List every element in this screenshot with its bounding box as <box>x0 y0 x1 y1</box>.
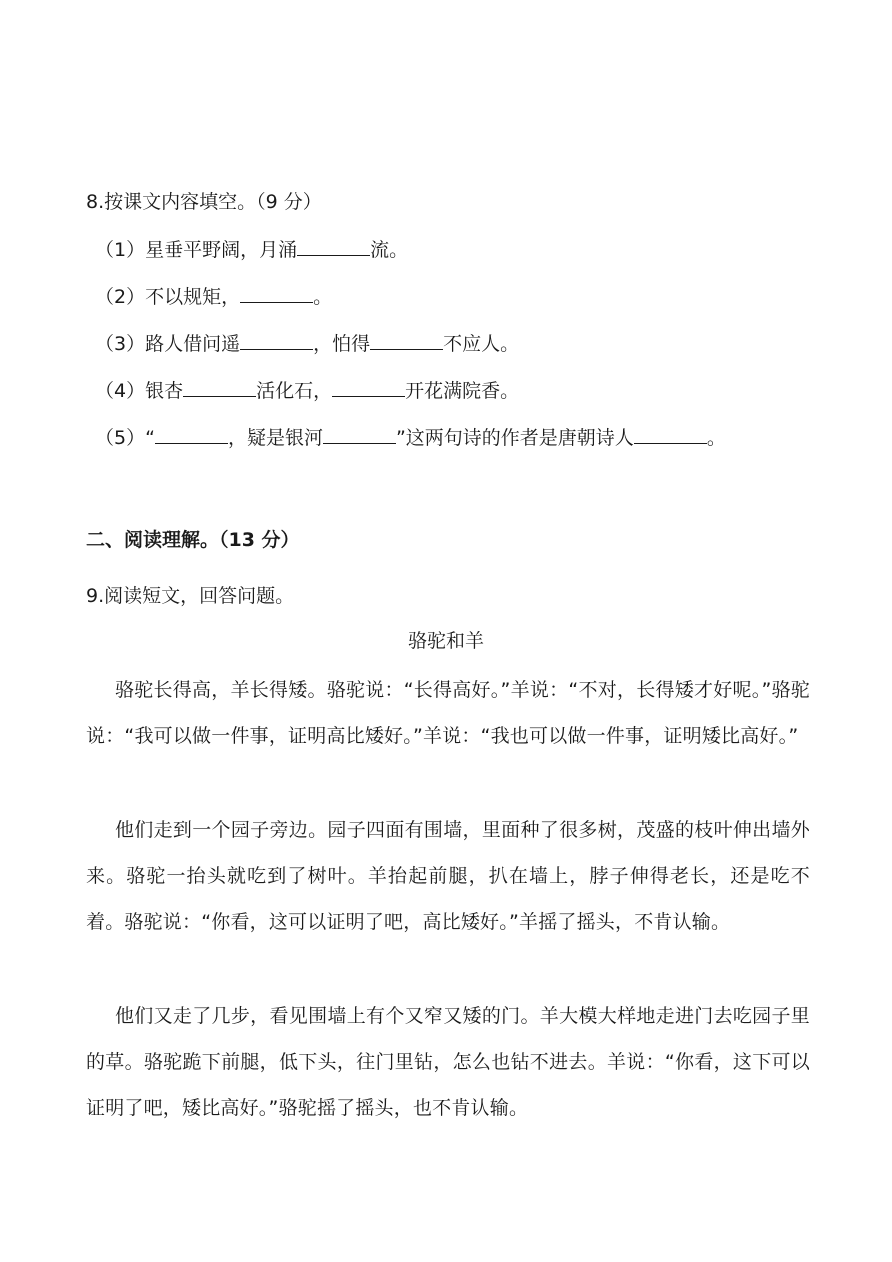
passage-paragraph: 骆驼长得高，羊长得矮。骆驼说：“长得高好。”羊说：“不对，长得矮才好呢。”骆驼说：“我可以做一件事，证明高比矮好。”羊说：“我也可以做一件事，证明矮比高好。” <box>86 679 810 747</box>
item-text: ，疑是银河 <box>227 427 323 449</box>
q8-item-1 <box>95 236 408 264</box>
answer-blank[interactable] <box>240 331 313 350</box>
answer-blank[interactable] <box>240 284 313 303</box>
item-text: ，怕得 <box>313 333 371 355</box>
item-text: 不应人。 <box>443 333 520 355</box>
answer-blank[interactable] <box>332 378 405 397</box>
answer-blank[interactable] <box>155 425 228 444</box>
q8-item-3 <box>95 330 519 358</box>
item-number: （1） <box>95 239 146 261</box>
q8-item-5 <box>95 424 726 452</box>
answer-blank[interactable] <box>183 378 256 397</box>
item-text: 路人借问遥 <box>145 333 241 355</box>
q9-heading: 9.阅读短文，回答问题。 <box>86 585 295 607</box>
item-number: （3） <box>95 333 146 355</box>
passage-paragraph: 他们又走了几步，看见围墙上有个又窄又矮的门。羊大模大样地走进门去吃园子里的草。骆驼跪下前腿，低下头，往门里钻，怎么也钻不进去。羊说：“你看，这下可以证明了吧，矮比高好。”骆驼摇了摇头，也不肯认输。 <box>86 1005 810 1119</box>
answer-blank[interactable] <box>297 237 370 256</box>
item-text: 星垂平野阔，月涌 <box>145 239 298 261</box>
item-text: 流。 <box>370 239 409 261</box>
item-text: 。 <box>706 427 726 449</box>
item-text: 开花满院香。 <box>405 380 520 402</box>
q8-item-2 <box>95 283 332 311</box>
section-title: 二、阅读理解。（13 分） <box>86 529 300 551</box>
passage-paragraph: 他们走到一个园子旁边。园子四面有围墙，里面种了很多树，茂盛的枝叶伸出墙外来。骆驼一抬头就吃到了树叶。羊抬起前腿，扒在墙上，脖子伸得老长，还是吃不着。骆驼说：“你看，这可以证明了吧，高比矮好。”羊摇了摇头，不肯认输。 <box>86 819 810 933</box>
item-text: “ <box>145 427 155 449</box>
q8-heading: 8.按课文内容填空。（9 分） <box>86 191 322 213</box>
item-text: 银杏 <box>145 380 184 402</box>
item-text: 活化石， <box>256 380 333 402</box>
passage-title: 骆驼和羊 <box>407 630 484 652</box>
item-text: 不以规矩， <box>145 286 241 308</box>
q8-item-4 <box>95 377 519 405</box>
item-number: （4） <box>95 380 146 402</box>
answer-blank[interactable] <box>634 425 707 444</box>
item-text: 。 <box>313 286 333 308</box>
item-text: ”这两句诗的作者是唐朝诗人 <box>395 427 634 449</box>
item-number: （5） <box>95 427 146 449</box>
answer-blank[interactable] <box>323 425 396 444</box>
item-number: （2） <box>95 286 146 308</box>
answer-blank[interactable] <box>370 331 443 350</box>
